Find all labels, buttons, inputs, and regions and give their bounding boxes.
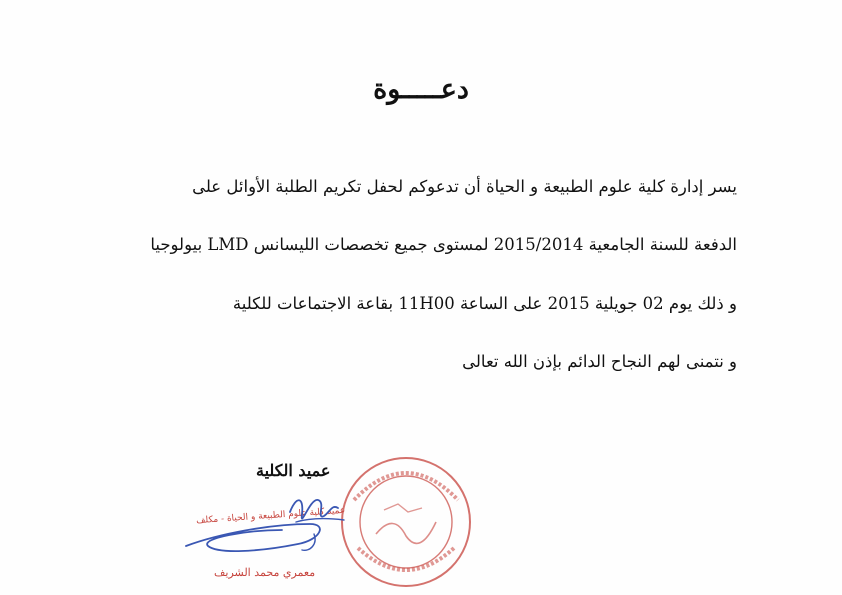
- document-title: دعـــــوة: [373, 74, 469, 105]
- signer-title: عميد الكلية: [256, 461, 331, 480]
- stamp-name-line: معمري محمد الشريف: [214, 566, 316, 579]
- paragraph-line-4: و نتمنى لهم النجاح الدائم بإذن الله تعالى: [462, 352, 737, 371]
- paragraph-line-1: يسر إدارة كلية علوم الطبيعة و الحياة أن تدعوكم لحفل تكريم الطلبة الأوائل على: [192, 177, 737, 196]
- stamp-title-line: عميد كلية علوم الطبيعة و الحياة - مكلف: [195, 505, 346, 527]
- paragraph-line-2: الدفعة للسنة الجامعية 2015/2014 لمستوى جميع تخصصات الليسانس LMD بيولوجيا: [150, 235, 737, 254]
- signature-icon: [178, 490, 378, 570]
- paragraph-line-3: و ذلك يوم 02 جويلية 2015 على الساعة 11H00 بقاعة الاجتماعات للكلية: [232, 294, 737, 313]
